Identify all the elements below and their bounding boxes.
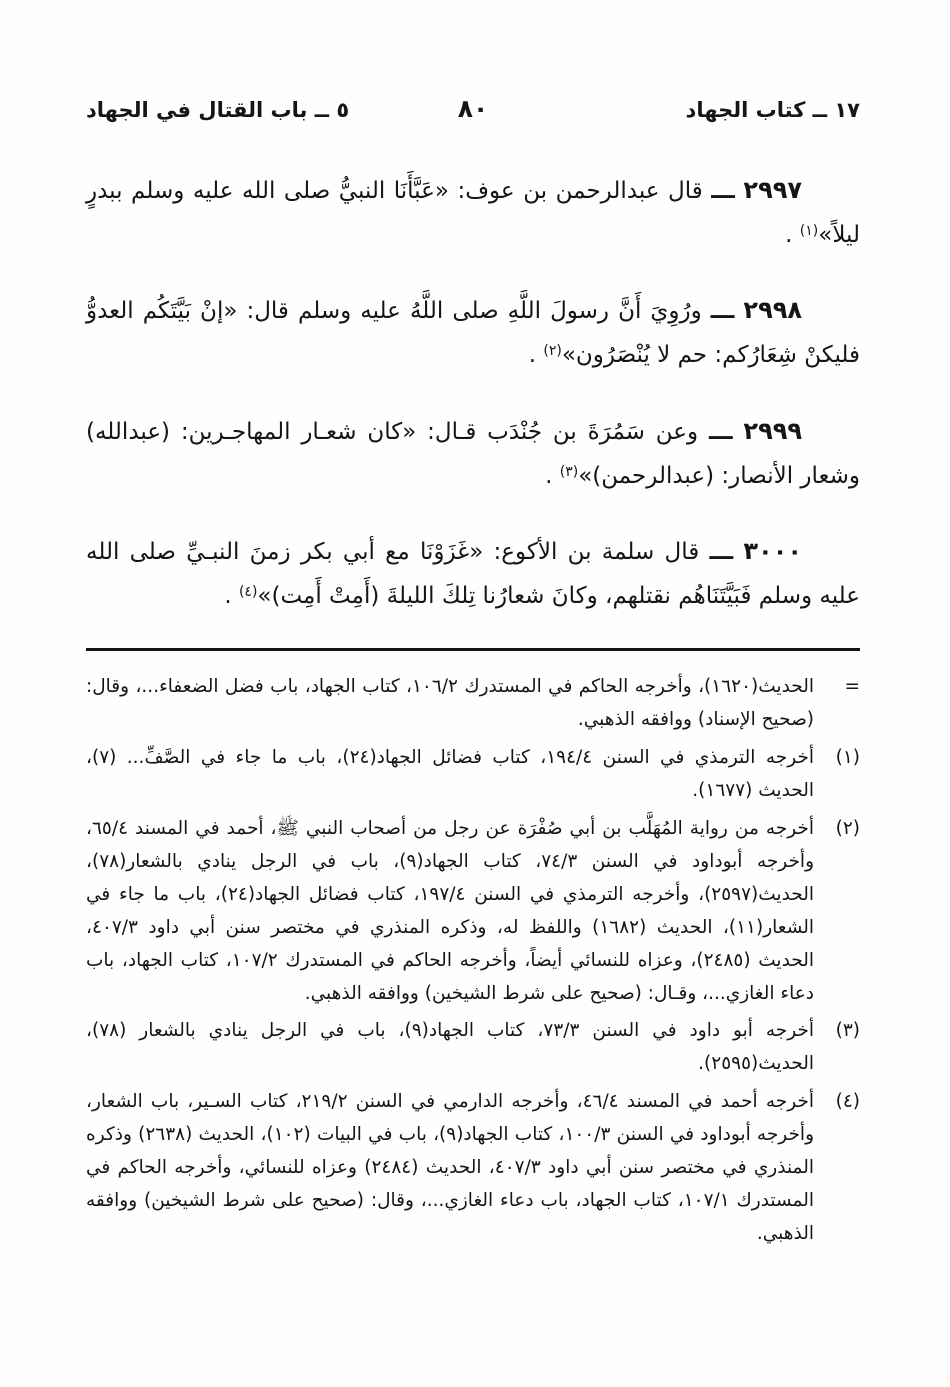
footnote-text: أخرجه أبو داود في السنن ٧٣/٣، كتاب الجهاد(٩)، باب في الرجل ينادي بالشعار (٧٨)، الحديث(٢٥٩٥).: [86, 1020, 815, 1075]
hadith-number: ٢٩٩٧: [743, 176, 803, 204]
footnote-reference: (٣): [559, 463, 579, 480]
footnote-text: الحديث(١٦٢٠)، وأخرجه الحاكم في المستدرك ١٠٦/٢، كتاب الجهاد، باب فضل الضعفاء...، وقال: (صحيح الإسناد) ووافقه الذهبي.: [86, 676, 814, 731]
hadith-paragraph: [86, 167, 860, 257]
header-chapter-title: ٥ ــ باب القتال في الجهاد: [86, 98, 350, 122]
hadith-number: ٣٠٠٠: [743, 536, 802, 565]
sentence-period: .: [545, 462, 560, 489]
footnote-text: أخرجه من رواية المُهَلَّب بن أبي صُفْرَة عن رجل من أصحاب النبي ﷺ، أحمد في المسند ٦٥/٤، وأخرجه أبوداود في السنن ٧٤/٣، كتاب الجهاد(٩)، باب في الرجل ينادي بالشعار(٧٨)، الحديث(٢٥٩٧)، وأخرجه الترمذي في السنن ١٩٧/٤، كتاب فضائل الجهاد(٢٤)، باب ما جاء في الشعار(١١)، الحديث (١٦٨٢) واللفظ له، وذكره المنذري في مختصر سنن أبي داود ٤٠٧/٣، الحديث (٢٤٨٥)، وعزاه للنسائي أيضاً، وأخرجه الحاكم في المستدرك ١٠٧/٢، كتاب الجهاد، باب دعاء الغازي...، وقـال: (صحيح على شرط الشيخين) ووافقه الذهبي.: [86, 817, 815, 1004]
footnote-marker: (٣): [835, 1020, 861, 1042]
footnote-text: أخرجه أحمد في المسند ٤٦/٤، وأخرجه الدارمي في السنن ٢١٩/٢، كتاب السـير، باب الشعار، وأخرجه أبوداود في السنن ١٠٠/٣، كتاب الجهاد(٩)، باب في البيات (١٠٢)، الحديث (٢٦٣٨) وذكره المنذري في مختصر سنن أبي داود ٤٠٧/٣، الحديث (٢٤٨٤) وعزاه للنسائي، وأخرجه الحاكم في المستدرك ١٠٧/١، كتاب الجهاد، باب دعاء الغازي...، وقال: (صحيح على شرط الشيخين) ووافقه الذهبي.: [86, 1091, 815, 1244]
footnote-marker: (٢): [835, 817, 860, 839]
footnote-reference: (٢): [543, 343, 562, 360]
hadith-text: وعن سَمُرَةَ بن جُنْدَب قـال: «كان شعـار المهاجـرين: (عبدالله) وشعار الأنصار: (عبدالرحمن)»: [86, 418, 860, 489]
footnote-continuation: [86, 671, 860, 737]
hadith-paragraph: [86, 408, 860, 498]
hadith-number: ٢٩٩٩: [743, 416, 803, 445]
hadith-text: قال عبدالرحمن بن عوف: «عَبَّأَنَا النبيُّ صلى الله عليه وسلم ببدرٍ ليلاً»: [86, 178, 860, 249]
footnote: [86, 1086, 860, 1251]
footnotes-section: [86, 671, 860, 1251]
dash-separator: ـــ: [709, 538, 734, 565]
page-header: [86, 94, 860, 123]
footnote: [86, 813, 860, 1011]
footnote-marker: (٤): [835, 1091, 860, 1113]
footnote-marker: =: [844, 676, 860, 698]
hadith-paragraph: [86, 528, 860, 618]
footnote-reference: (١): [799, 223, 819, 240]
header-page-number: ٨٠: [457, 94, 489, 123]
footnote-text: أخرجه الترمذي في السنن ١٩٤/٤، كتاب فضائل الجهاد(٢٤)، باب ما جاء في الصَّفِّ... (٧)، الحديث (١٦٧٧).: [86, 747, 814, 802]
footnote: [86, 742, 860, 808]
footnote: [86, 1015, 860, 1081]
header-book-title: ١٧ ــ كتاب الجهاد: [685, 98, 860, 122]
hadith-paragraph: [86, 287, 860, 377]
sentence-period: .: [785, 222, 800, 249]
sentence-period: .: [528, 342, 544, 369]
hadith-text: قال سلمة بن الأكوع: «غَزَوْنَا مع أبي بكر زمنَ النبـيِّ صلى الله عليه وسلم فَبَيَّتَنَاهُم نقتلهم، وكانَ شعارُنا تِلكَ الليلةَ (أَمِتْ أَمِت)»: [86, 538, 860, 610]
dash-separator: ـــ: [708, 418, 733, 445]
dash-separator: ـــ: [711, 178, 735, 204]
hadith-section: [86, 167, 860, 618]
footnote-reference: (٤): [238, 584, 258, 601]
hadith-text: ورُوِيَ أَنَّ رسولَ اللَّهِ صلى اللَّهُ عليه وسلم قال: «إنْ بَيَّتَكُم العدوُّ فليكنْ شِعَارُكم: حم لا يُنْصَرُون»: [86, 298, 860, 369]
dash-separator: ـــ: [710, 298, 735, 325]
sentence-period: .: [224, 583, 239, 610]
footnote-separator-rule: [86, 648, 860, 651]
hadith-number: ٢٩٩٨: [743, 296, 803, 325]
footnote-marker: (١): [835, 747, 860, 769]
